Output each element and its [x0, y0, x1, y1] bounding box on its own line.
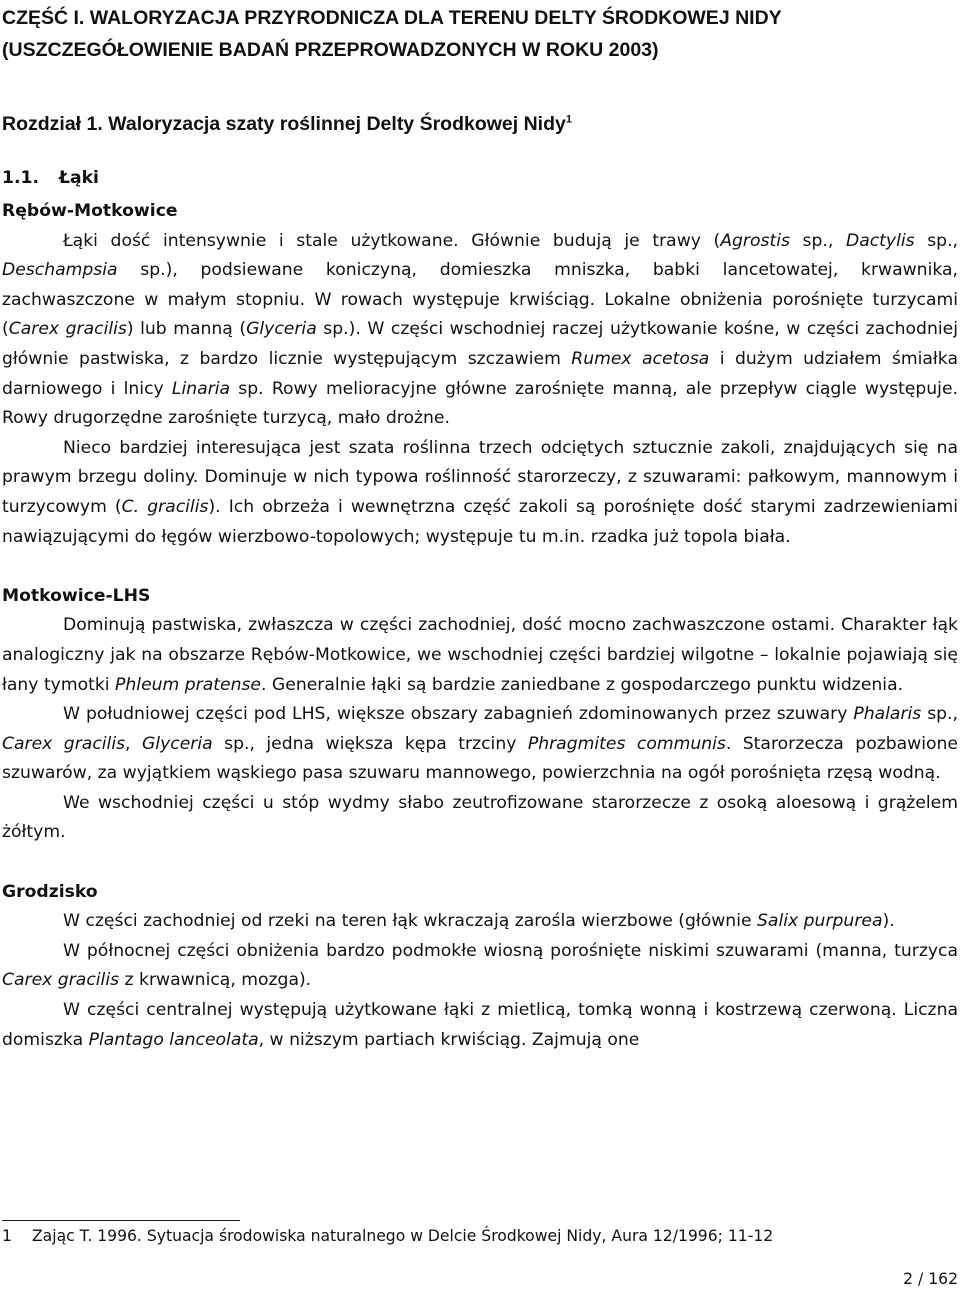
text: sp.,: [921, 704, 958, 725]
species-name: Carex gracilis: [8, 319, 127, 340]
subsection-heading-grodzisko: Grodzisko: [2, 881, 98, 902]
text: sp. Rowy melioracyjne główne zarośnięte manną, ale przepływ ciągle występuje. Rowy drugorzędne zarośnięte turzycą, mało drożne.: [2, 378, 958, 429]
paragraph-grodzisko-3: [2, 996, 958, 1055]
text: , w niższym partiach krwiściąg. Zajmują one: [258, 1029, 640, 1050]
text: ,: [125, 733, 142, 754]
part-title-line-1: CZĘŚĆ I. WALORYZACJA PRZYRODNICZA DLA TERENU DELTY ŚRODKOWEJ NIDY: [2, 7, 782, 29]
footnote: [2, 1224, 942, 1248]
section-heading: [2, 163, 302, 193]
paragraph-grodzisko-2: [2, 937, 958, 996]
chapter-title: [2, 109, 958, 139]
species-name: Glyceria: [141, 733, 213, 754]
text: Nieco bardziej interesująca jest szata roślinna trzech odciętych sztucznie zakoli, znajdujących się na prawym brzegu doliny. Dominuje w nich typowa roślinność starorzeczy, z szuwarami: pałkowym, mannowym i turzycowym (: [2, 437, 958, 517]
species-name: Dactylis: [845, 230, 915, 251]
text: W części zachodniej od rzeki na teren łąk wkraczają zarośla wierzbowe (głównie: [63, 911, 758, 932]
paragraph-rebow-2: [2, 434, 958, 552]
subsection-heading-motkowice: Motkowice-LHS: [2, 585, 151, 606]
paragraph-motkowice-2: [2, 700, 958, 789]
species-name: Rumex acetosa: [571, 348, 710, 369]
species-name: Agrostis: [720, 230, 790, 251]
subsection-heading-rebow: Rębów-Motkowice: [2, 201, 178, 221]
species-name: Carex gracilis: [2, 733, 126, 754]
text: sp.,: [789, 230, 846, 251]
page-number: 2 / 162: [903, 1270, 958, 1288]
text: sp.). W części wschodniej raczej użytkowanie kośne, w części zachodniej głównie pastwiska, z bardzo licznie występującym szczawiem: [2, 319, 958, 369]
text: . Generalnie łąki są bardzie zaniedbane z gospodarczego punktu widzenia.: [261, 674, 904, 695]
section-label: Łąki: [58, 168, 99, 188]
text: i dużym udziałem śmiałka darniowego i lnicy: [2, 348, 958, 399]
species-name: Salix purpurea: [757, 911, 883, 932]
paragraph-motkowice-3: We wschodniej części u stóp wydmy słabo zeutrofizowane starorzecze z osoką aloesową i grążelem żółtym.: [2, 792, 958, 843]
text: sp.,: [914, 230, 958, 251]
section-number: 1.1.: [2, 168, 39, 188]
text: . Starorzecza pozbawione szuwarów, za wyjątkiem wąskiego pasa szuwaru mannowego, powierzchnia na ogół porośnięta rzęsą wodną.: [2, 733, 958, 784]
text: sp., jedna większa kępa trzciny: [212, 733, 528, 754]
body-text: [2, 197, 958, 1055]
text: W północnej części obniżenia bardzo podmokłe wiosną porośnięte niskimi szuwarami (manna, turzyca: [63, 940, 958, 961]
species-name: Glyceria: [246, 319, 317, 340]
text: W części centralnej występują użytkowane łąki z mietlicą, tomką wonną i kostrzewą czerwoną. Liczna domiszka: [2, 1000, 958, 1050]
footnote-mark: 1: [2, 1227, 12, 1245]
part-title: [2, 2, 958, 66]
text: Dominują pastwiska, zwłaszcza w części zachodniej, dość mocno zachwaszczone ostami. Charakter łąk analogiczny jak na obszarze Rębów-Motkowice, we wschodniej części bardziej wilgotne – lokalnie pojawiają się łany tymotki: [2, 615, 958, 695]
paragraph-rebow-1: [2, 227, 958, 434]
text: sp.), podsiewane koniczyną, domieszka mniszka, babki lancetowatej, krwawnika, zachwaszczone w małym stopniu. W rowach występuje krwiściąg. Lokalne obniżenia porośnięte turzycami (: [2, 260, 958, 340]
species-name: Linaria: [171, 378, 231, 399]
text: W południowej części pod LHS, większe obszary zabagnień zdominowanych przez szuwary: [63, 704, 854, 725]
footnote-text: Zając T. 1996. Sytuacja środowiska naturalnego w Delcie Środkowej Nidy, Aura 12/1996; 11-12: [32, 1227, 774, 1245]
part-title-line-2: (USZCZEGÓŁOWIENIE BADAŃ PRZEPROWADZONYCH W ROKU 2003): [2, 39, 659, 61]
text: Łąki dość intensywnie i stale użytkowane. Głównie budują je trawy (: [63, 230, 721, 251]
text: ).: [882, 911, 895, 932]
footnote-divider: [2, 1220, 240, 1221]
species-name: Carex gracilis: [2, 970, 120, 991]
species-name: Phleum pratense: [115, 674, 261, 695]
species-name: Phalaris: [853, 704, 922, 725]
paragraph-motkowice-1: [2, 611, 958, 700]
species-name: Plantago lanceolata: [88, 1029, 259, 1050]
paragraph-grodzisko-1: [2, 907, 958, 937]
text: z krwawnicą, mozga).: [119, 970, 312, 991]
species-name: Phragmites communis: [527, 733, 726, 754]
chapter-title-text: Rozdział 1. Waloryzacja szaty roślinnej Delty Środkowej Nidy: [2, 113, 566, 135]
text: ) lub manną (: [126, 319, 247, 340]
text: ). Ich obrzeża i wewnętrzna część zakoli są porośnięte dość starymi zadrzewieniami nawiązującymi do łęgów wierzbowo-topolowych; występuje tu m.in. rzadka już topola biała.: [2, 496, 959, 547]
footnote-reference[interactable]: 1: [565, 113, 572, 126]
species-name: Deschampsia: [2, 260, 118, 281]
species-name: C. gracilis: [121, 496, 209, 517]
